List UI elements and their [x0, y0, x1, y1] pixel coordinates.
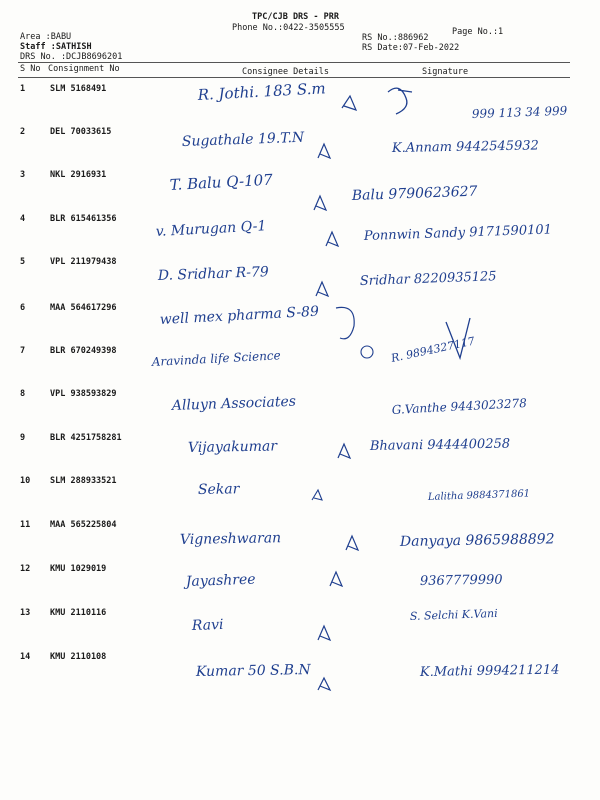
row-number: 12 [20, 564, 31, 574]
tick-mark [318, 678, 330, 690]
consignee-handwriting: T. Balu Q-107 [169, 170, 274, 194]
row-number: 2 [20, 127, 26, 137]
consignment-number: KMU 2110116 [50, 608, 107, 618]
consignee-handwriting: Ravi [191, 616, 224, 634]
signature-scribble [388, 88, 412, 114]
consignment-number: BLR 4251758281 [50, 433, 122, 443]
signature-scribble [361, 346, 373, 358]
col-consignment: Consignment No [48, 64, 120, 74]
signature-handwriting: K.Annam 9442545932 [391, 138, 539, 156]
col-signature: Signature [422, 67, 469, 77]
col-consignee-details: Consignee Details [242, 67, 329, 77]
consignee-handwriting: well mex pharma S-89 [159, 303, 320, 328]
rs-number: RS No.:886962 [362, 33, 429, 43]
consignment-number: BLR 670249398 [50, 346, 117, 356]
consignee-handwriting: Sugathale 19.T.N [181, 129, 305, 150]
drs-number: DRS No. :DCJB8696201 [20, 52, 123, 62]
consignee-handwriting: Aravinda life Science [151, 348, 282, 369]
tick-mark [326, 232, 338, 246]
consignment-number: NKL 2916931 [50, 170, 107, 180]
signature-handwriting: Balu 9790623627 [351, 183, 478, 204]
consignment-number: MAA 564617296 [50, 303, 117, 313]
consignee-handwriting: v. Murugan Q-1 [155, 218, 267, 240]
area-field: Area :BABU [20, 32, 72, 42]
consignee-handwriting: Vigneshwaran [179, 530, 282, 548]
consignment-number: MAA 565225804 [50, 520, 117, 530]
sheet-title: TPC/CJB DRS - PRR [252, 12, 339, 22]
staff-field: Staff :SATHISH [20, 42, 92, 52]
tick-mark [346, 536, 358, 550]
signature-handwriting: Danyaya 9865988892 [399, 531, 555, 550]
row-number: 8 [20, 389, 26, 399]
row-number: 11 [20, 520, 31, 530]
tick-mark [312, 490, 322, 500]
row-number: 14 [20, 652, 31, 662]
consignment-number: SLM 288933521 [50, 476, 117, 486]
consignee-handwriting: Alluyn Associates [171, 393, 297, 414]
consignee-handwriting: Vijayakumar [187, 438, 278, 456]
row-number: 10 [20, 476, 31, 486]
row-number: 13 [20, 608, 31, 618]
row-number: 7 [20, 346, 26, 356]
consignee-handwriting: R. Jothi. 183 S.m [197, 79, 327, 104]
rs-date: RS Date:07-Feb-2022 [362, 43, 460, 53]
col-sno: S No [20, 64, 41, 74]
signature-handwriting: Ponnwin Sandy 9171590101 [363, 222, 553, 244]
signature-handwriting: S. Selchi K.Vani [409, 606, 498, 623]
row-number: 3 [20, 170, 26, 180]
consignee-handwriting: Kumar 50 S.B.N [195, 661, 311, 680]
row-number: 9 [20, 433, 26, 443]
signature-handwriting: Sridhar 8220935125 [359, 269, 497, 289]
row-number: 4 [20, 214, 26, 224]
tick-mark [318, 144, 330, 158]
tick-mark [330, 572, 342, 586]
consignment-number: SLM 5168491 [50, 84, 107, 94]
tick-mark [316, 282, 328, 296]
signature-handwriting: 9367779990 [419, 572, 503, 589]
phone-number: Phone No.:0422-3505555 [232, 23, 345, 33]
tick-mark [338, 444, 350, 458]
tick-mark [342, 96, 356, 110]
consignment-number: KMU 2110108 [50, 652, 107, 662]
signature-handwriting: 999 113 34 999 [471, 103, 568, 121]
consignee-handwriting: Jayashree [185, 571, 256, 590]
tick-mark [318, 626, 330, 640]
page-number: Page No.:1 [452, 27, 504, 37]
signature-handwriting: K.Mathi 9994211214 [419, 662, 560, 680]
signature-handwriting: Bhavani 9444400258 [369, 436, 511, 454]
consignee-handwriting: Sekar [197, 481, 240, 498]
signature-handwriting: G.Vanthe 9443023278 [391, 395, 528, 417]
signature-handwriting: Lalitha 9884371861 [427, 488, 531, 503]
signature-handwriting: R. 9894327117 [389, 334, 477, 365]
consignee-handwriting: D. Sridhar R-79 [157, 264, 270, 284]
tick-mark [314, 196, 326, 210]
consignment-number: BLR 615461356 [50, 214, 117, 224]
consignment-number: VPL 211979438 [50, 257, 117, 267]
consignment-number: KMU 1029019 [50, 564, 107, 574]
row-number: 5 [20, 257, 26, 267]
signature-scribble [336, 307, 354, 338]
consignment-number: DEL 70033615 [50, 127, 112, 137]
row-number: 1 [20, 84, 26, 94]
consignment-number: VPL 938593829 [50, 389, 117, 399]
row-number: 6 [20, 303, 26, 313]
